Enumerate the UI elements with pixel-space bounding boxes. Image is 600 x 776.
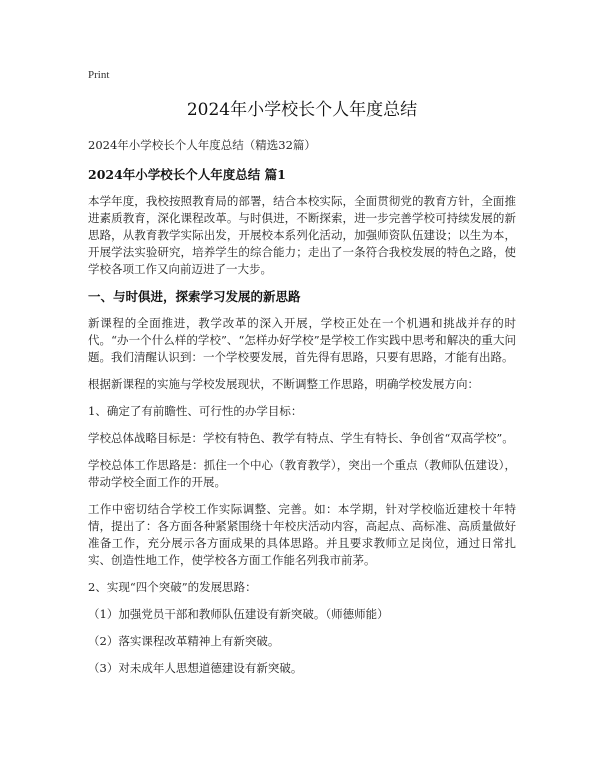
part1-paragraph-2: 根据新课程的实施与学校发展现状，不断调整工作思路，明确学校发展方向： [88,377,479,391]
print-link[interactable]: Print [88,69,110,81]
sub-item-2: （2）落实课程改革精神上有新突破。 [88,634,280,648]
item1-paragraph-2: 学校总体工作思路是：抓住一个中心（教育教学），突出一个重点（教师队伍建设），带动学校全面工作的开展。 [88,458,516,489]
item2-heading: 2、实现“四个突破”的发展思路： [88,580,257,594]
document-page [88,68,516,687]
document-subtitle: 2024年小学校长个人年度总结（精选32篇） [88,138,316,152]
sub-item-3: （3）对未成年人思想道德建设有新突破。 [88,661,303,675]
intro-paragraph: 本学年度，我校按照教育局的部署，结合本校实际，全面贯彻党的教育方针，全面推进素质教育，深化课程改革。与时俱进，不断探索，进一步完善学校可持续发展的新思路，从教育教学实际出发，开展校本系列化活动，加强师资队伍建设；以生为本，开展学法实验研究，培养学生的综合能力；走出了一条符合我校发展的特色之路，使学校各项工作又向前迈进了一大步。 [88,194,516,276]
item1-paragraph-1: 学校总体战略目标是：学校有特色、教学有特点、学生有特长、争创省“双高学校”。 [88,431,514,445]
section-heading: 2024年小学校长个人年度总结 篇1 [88,167,286,182]
item1-paragraph-3: 工作中密切结合学校工作实际调整、完善。如：本学期，针对学校临近建校十年特情，提出了：各方面各种紧紧围绕十年校庆活动内容，高起点、高标准、高质量做好准备工作，充分展示各方面成果的具体思路。并且要求教师立足岗位，通过日常扎实、创造性地工作，使学校各方面工作能名列我市前茅。 [88,502,516,567]
item1-heading: 1、确定了有前瞻性、可行性的办学目标： [88,404,303,418]
part1-heading: 一、与时俱进，探索学习发展的新思路 [88,289,301,304]
part1-paragraph-1: 新课程的全面推进，教学改革的深入开展，学校正处在一个机遇和挑战并存的时代。“办一个什么样的学校”、“怎样办好学校”是学校工作实践中思考和解决的重大问题。我们清醒认识到：一个学校要发展，首先得有思路，只要有思路，才能有出路。 [88,316,516,364]
document-title: 2024年小学校长个人年度总结 [186,100,418,120]
sub-item-1: （1）加强党员干部和教师队伍建设有新突破。（师德师能） [88,607,389,621]
